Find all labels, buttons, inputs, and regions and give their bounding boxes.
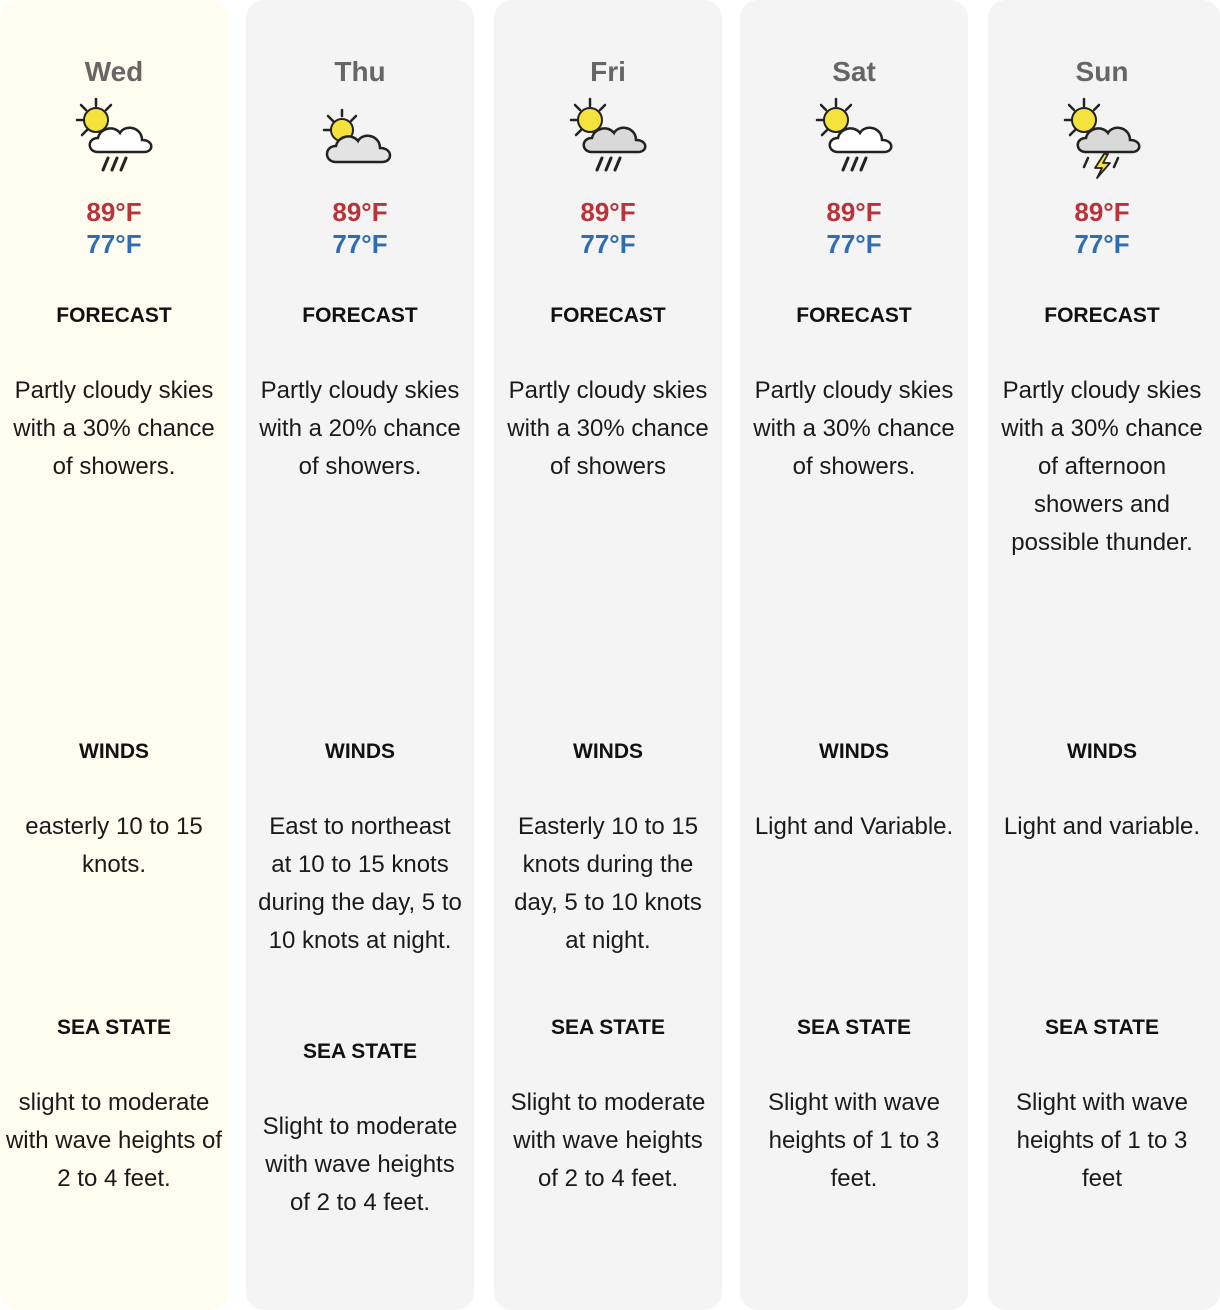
sun-cloud-rain-icon bbox=[568, 96, 652, 180]
forecast-label: FORECAST bbox=[796, 304, 912, 327]
high-temp: 89°F bbox=[580, 197, 636, 227]
sea-state-label: SEA STATE bbox=[1045, 1016, 1159, 1039]
sea-state-label: SEA STATE bbox=[303, 1040, 417, 1063]
day-name: Sun bbox=[1075, 56, 1129, 87]
day-card-thu bbox=[246, 0, 474, 1310]
winds-label: WINDS bbox=[1067, 740, 1137, 763]
sun-cloud-rain-icon bbox=[814, 96, 898, 180]
day-name: Sat bbox=[832, 56, 876, 87]
winds-label: WINDS bbox=[819, 740, 889, 763]
sun-cloud-icon bbox=[320, 96, 404, 180]
forecast-text: Partly cloudy skies with a 30% chance of afternoon showers and possible thunder. bbox=[1001, 377, 1203, 556]
winds-text: Light and Variable. bbox=[754, 813, 954, 840]
sea-state-label: SEA STATE bbox=[551, 1016, 665, 1039]
day-name: Fri bbox=[590, 56, 626, 87]
forecast-label: FORECAST bbox=[302, 304, 418, 327]
sea-state-text: Slight to moderate with wave heights of 2 to 4 feet. bbox=[510, 1089, 706, 1192]
day-card-sat bbox=[740, 0, 968, 1310]
low-temp: 77°F bbox=[1074, 229, 1130, 259]
forecast-label: FORECAST bbox=[56, 304, 172, 327]
high-temp: 89°F bbox=[1074, 197, 1130, 227]
winds-label: WINDS bbox=[573, 740, 643, 763]
sea-state-text: slight to moderate with wave heights of 2 to 4 feet. bbox=[5, 1089, 223, 1192]
day-card-fri bbox=[494, 0, 722, 1310]
winds-label: WINDS bbox=[325, 740, 395, 763]
forecast-text: Partly cloudy skies with a 30% chance of showers bbox=[507, 377, 709, 480]
sea-state-text: Slight with wave heights of 1 to 3 feet. bbox=[767, 1089, 941, 1192]
winds-text: easterly 10 to 15 knots. bbox=[25, 813, 203, 878]
high-temp: 89°F bbox=[332, 197, 388, 227]
sea-state-text: Slight with wave heights of 1 to 3 feet bbox=[1015, 1089, 1189, 1192]
low-temp: 77°F bbox=[580, 229, 636, 259]
forecast-text: Partly cloudy skies with a 30% chance of showers. bbox=[753, 377, 955, 480]
forecast-text: Partly cloudy skies with a 30% chance of showers. bbox=[13, 377, 215, 480]
forecast-label: FORECAST bbox=[1044, 304, 1160, 327]
sun-cloud-rain-icon bbox=[74, 96, 158, 180]
winds-label: WINDS bbox=[79, 740, 149, 763]
low-temp: 77°F bbox=[826, 229, 882, 259]
day-card-sun bbox=[988, 0, 1220, 1310]
day-name: Thu bbox=[334, 56, 386, 87]
sea-state-label: SEA STATE bbox=[797, 1016, 911, 1039]
high-temp: 89°F bbox=[826, 197, 882, 227]
winds-text: East to northeast at 10 to 15 knots during the day, 5 to 10 knots at night. bbox=[258, 813, 462, 954]
sea-state-label: SEA STATE bbox=[57, 1016, 171, 1039]
low-temp: 77°F bbox=[86, 229, 142, 259]
day-name: Wed bbox=[84, 56, 144, 87]
winds-text: Light and variable. bbox=[1003, 813, 1201, 840]
low-temp: 77°F bbox=[332, 229, 388, 259]
day-card-wed bbox=[0, 0, 228, 1310]
winds-text: Easterly 10 to 15 knots during the day, 5 to 10 knots at night. bbox=[514, 813, 702, 954]
sun-cloud-thunder-icon bbox=[1062, 96, 1146, 180]
forecast-text: Partly cloudy skies with a 20% chance of showers. bbox=[259, 377, 461, 480]
sea-state-text: Slight to moderate with wave heights of 2 to 4 feet. bbox=[262, 1113, 458, 1216]
forecast-label: FORECAST bbox=[550, 304, 666, 327]
high-temp: 89°F bbox=[86, 197, 142, 227]
